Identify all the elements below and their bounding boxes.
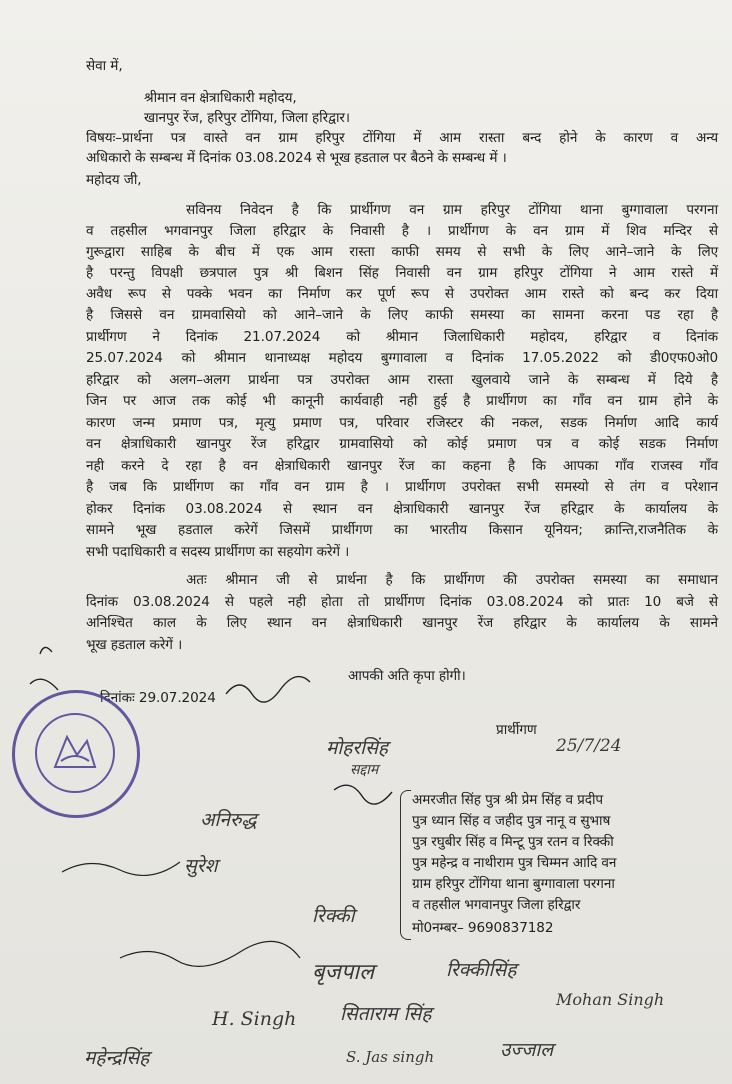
signature: महेन्द्रसिंह	[84, 1047, 150, 1069]
body-line: सभी पदाधिकारी व सदस्य प्रार्थीगण का सहयोग करेगें ।	[86, 544, 350, 560]
closing-line: अनिश्चित काल के लिए स्थान वन क्षेत्राधिकारी खानपुर रेंज हरिद्वार के कार्यालय के सामने	[86, 615, 718, 631]
subject-line-1: विषयः–प्रार्थना पत्र वास्ते वन ग्राम हरिपुर टोंगिया में आम रास्ता बन्द होने के कारण व अन्य	[86, 130, 718, 146]
body-line: हरिद्वार को अलग–अलग प्रार्थना पत्र उपरोक्त आम रास्ता खुलवाये जाने के सम्बन्ध में दिये है	[86, 372, 718, 388]
signature: रिक्कीसिंह	[446, 959, 517, 981]
mobile-number: मो0नम्बर– 9690837182	[412, 920, 554, 936]
subject-line-2: अधिकारो के सम्बन्ध में दिनांक 03.08.2024 से भूख हडताल पर बैठने के सम्बन्ध में ।	[86, 150, 507, 166]
body-line: व तहसील भगवानपुर जिला हरिद्वार के निवासी है । प्रार्थीगण के वन ग्राम में शिव मन्दिर से	[86, 223, 718, 239]
petitioner-line: पुत्र महेन्द्र व नाथीराम पुत्र चिम्मन आदि वन	[412, 855, 617, 871]
petitioner-line: पुत्र रघुबीर सिंह व मिन्टू पुत्र रतन व रिक्की	[412, 834, 614, 850]
body-line: है परन्तु विपक्षी छत्रपाल पुत्र श्री बिशन सिंह निवासी वन ग्राम हरिपुर टोंगिया ने आम रास्ते में	[86, 265, 718, 281]
body-line: है जिससे वन ग्रामवासियो को आने–जाने के लिए काफी समस्या का सामना करना पड रहा है	[86, 307, 718, 323]
body-line: प्रार्थीगण ने दिनांक 21.07.2024 को श्रीमान जिलाधिकारी महोदय, हरिद्वार व दिनांक	[86, 329, 718, 345]
body-line: नही करने दे रहा है वन क्षेत्राधिकारी खानपुर रेंज का कहना है कि आपका गाँव राजस्व गाँव	[86, 458, 718, 474]
body-line: वन क्षेत्राधिकारी खानपुर रेंज हरिद्वार ग्रामवासियो को कोई प्रमाण पत्र व कोई सडक निर्माण	[86, 436, 718, 452]
closing-line: दिनांक 03.08.2024 से पहले नही होता तो प्रार्थीगण दिनांक 03.08.2024 को प्रातः 10 बजे से	[86, 594, 718, 610]
signature: बृजपाल	[312, 960, 374, 985]
signature: S. Jas singh	[346, 1048, 435, 1066]
body-line: है जब कि प्रार्थीगण का गाँव वन ग्राम है । प्रार्थीगण उपरोक्त सभी समस्यो से तंग व परेशान	[86, 479, 718, 495]
body-line: 25.07.2024 को श्रीमान थानाध्यक्ष महोदय बुग्गावाला व दिनांक 17.05.2022 को डी0एफ0ओ0	[86, 350, 718, 366]
petitioner-line: पुत्र ध्यान सिंह व जहीद पुत्र नानू व सुभाष	[412, 813, 611, 829]
greeting: महोदय जी,	[86, 172, 142, 188]
petitioners-heading: प्रार्थीगण	[496, 722, 537, 738]
salutation-to: सेवा में,	[86, 58, 123, 74]
body-line: गुरूद्वारा साहिब के बीच में एक आम रास्ता काफी समय से सभी के लिए आने–जाने के लिए	[86, 244, 718, 260]
signature: सुरेश	[184, 855, 218, 877]
closing-line: अतः श्रीमान जी से प्रार्थना है कि प्रार्थीगण की उपरोक्त समस्या का समाधान	[186, 572, 718, 588]
signature: उज्जाल	[500, 1039, 554, 1061]
signature: Mohan Singh	[556, 990, 665, 1009]
petitioner-line: अमरजीत सिंह पुत्र श्री प्रेम सिंह व प्रदीप	[412, 792, 604, 808]
petitioner-line: ग्राम हरिपुर टोंगिया थाना बुग्गावाला परगना	[412, 876, 615, 892]
closing-line: भूख हडताल करेगें ।	[86, 637, 183, 653]
body-line: सविनय निवेदन है कि प्रार्थीगण वन ग्राम हरिपुर टोंगिया थाना बुग्गावाला परगना	[186, 202, 718, 218]
body-line: अवैध रूप से पक्के भवन का निर्माण कर पूर्ण रूप से उपरोक्त आम रास्ते को बन्द कर दिया	[86, 286, 718, 302]
signature: H. Singh	[212, 1008, 297, 1030]
body-line: कारण जन्म प्रमाण पत्र, मृत्यु प्रमाण पत्र, परिवार रजिस्टर की नकल, सडक निर्माण आदि कार्य	[86, 415, 718, 431]
petitioner-line: व तहसील भगवानपुर जिला हरिद्वार	[412, 897, 581, 913]
body-line: होकर दिनांक 03.08.2024 से स्थान वन क्षेत्राधिकारी खानपुर रेंज हरिद्वार के कार्यालय के	[86, 501, 718, 517]
date-line: दिनांकः 29.07.2024	[100, 690, 216, 706]
courtesy-line: आपकी अति कृपा होगी।	[348, 668, 466, 684]
body-line: सामने भूख हडताल करेगें जिसमें प्रार्थीगण का भारतीय किसान यूनियन; क्रान्ति,राजनैतिक के	[86, 522, 718, 538]
signature: सिताराम सिंह	[340, 1003, 432, 1025]
signature: अनिरुद्ध	[200, 809, 257, 831]
addressee-line-2: खानपुर रेंज, हरिपुर टोंगिया, जिला हरिद्वार।	[144, 110, 350, 126]
signature: रिक्की	[312, 905, 355, 927]
signature: सद्दाम	[350, 762, 379, 778]
signature: मोहरसिंह	[326, 737, 388, 759]
signature-date: 25/7/24	[556, 736, 622, 756]
addressee-line-1: श्रीमान वन क्षेत्राधिकारी महोदय,	[144, 90, 297, 106]
body-line: जिन पर आज तक कोई भी कानूनी कार्यवाही नही हुई है प्रार्थीगण का गाँव वन ग्राम होने के	[86, 393, 718, 409]
